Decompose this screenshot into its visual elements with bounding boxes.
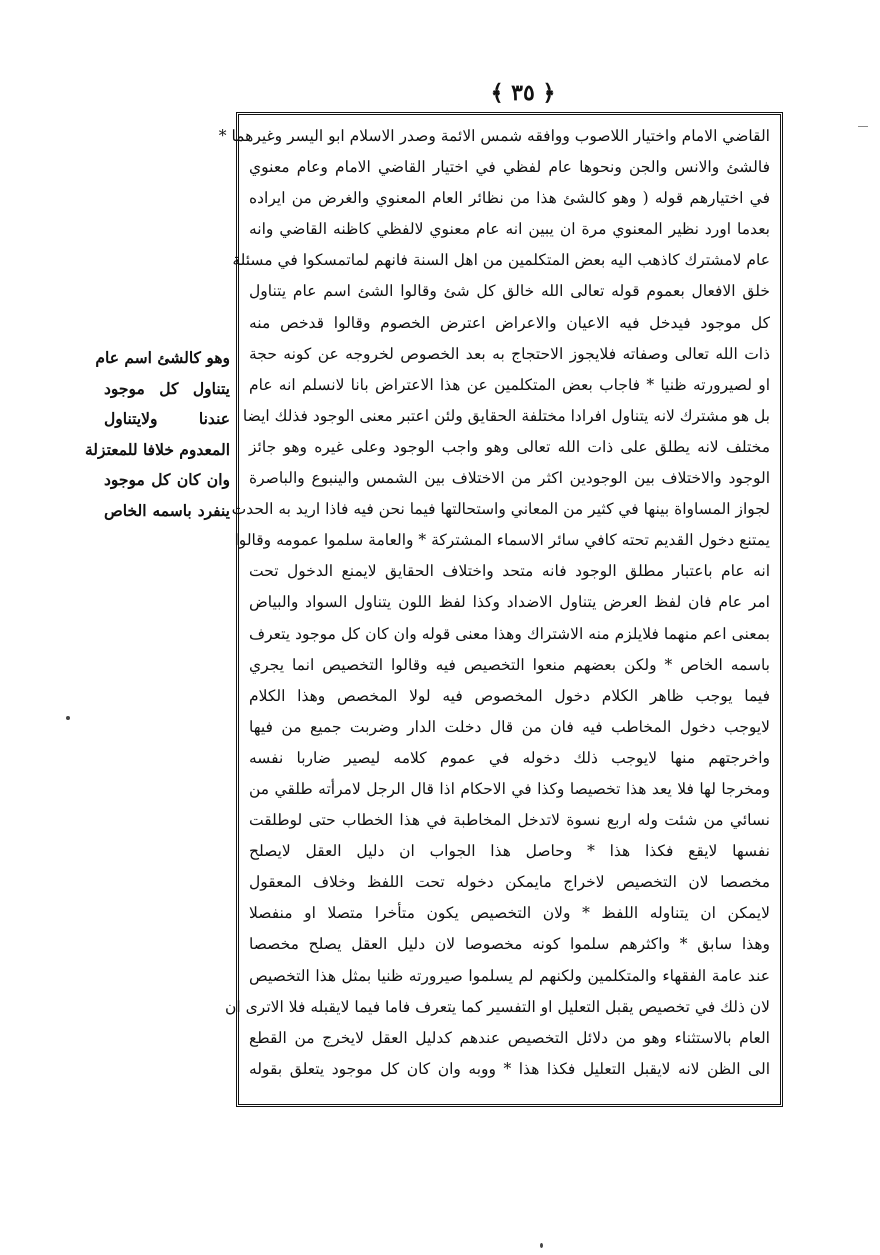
text-line: العام بالاستثناء وهو من دلائل التخصيص عندهم كدليل العقل لايخرج من القطع — [249, 1028, 770, 1047]
margin-note-line: وان كان كل موجود — [104, 470, 230, 489]
text-line: الوجود والاختلاف بين الوجودين اكثر من الاختلاف بين الشمس والينبوع والباصرة — [249, 469, 770, 488]
text-line: يمتنع دخول القديم تحته كافي سائر الاسماء المشتركة * والعامة سلموا عمومه وقالوا — [234, 531, 770, 550]
page-number: ﴿ ٣٥ ﴾ — [490, 80, 556, 106]
margin-note-line: ينفرد باسمه الخاص — [104, 500, 230, 520]
text-line: لجواز المساواة بينها في كثير من المعاني واستحالتها فيما نحن فيه فاذا اريد به الحدث — [231, 500, 770, 519]
ink-speck — [858, 126, 868, 127]
text-line: خلق الافعال بعموم قوله تعالى الله خالق كل شئ وقالوا الشئ اسم عام يتناول — [249, 282, 770, 301]
text-line: او لصيرورته ظنيا * فاجاب بعض المتكلمين عن هذا الاعتراض بانا لانسلم انه عام — [249, 375, 770, 394]
margin-note-line: وهو كالشئ اسم عام — [95, 348, 230, 367]
main-text-frame — [218, 112, 783, 1107]
text-line: لايوجب دخول المخاطب فيه فان من قال دخلت الدار وضربت جميع من فيها — [249, 717, 770, 736]
ink-speck — [540, 1243, 543, 1248]
text-line: باسمه الخاص * ولكن بعضهم منعوا التخصيص فيه وقالوا التخصيص انما يجري — [249, 655, 770, 674]
text-line: عند عامة الفقهاء والمتكلمين ولكنهم لم يسلموا صيرورته ظنيا بمثل هذا التخصيص — [249, 966, 770, 985]
text-line: القاضي الامام واختيار اللاصوب ووافقه شمس الائمة وصدر الاسلام ابو اليسر وغيرهما * — [218, 127, 770, 145]
text-line: عام لامشترك كاذهب اليه بعض المتكلمين من اهل السنة فانهم لماتمسكوا في مسئلة — [232, 251, 770, 270]
margin-note-line: المعدوم خلافا للمعتزلة — [85, 439, 230, 459]
text-line: فيما يوجب ظاهر الكلام دخول المخصوص فيه لولا المخصص وهذا الكلام — [249, 686, 770, 705]
text-line: ومخرجا لها فلا يعد هذا تخصيصا وكذا في الاحكام اذا قال الرجل لامرأته طلقي من — [249, 779, 770, 798]
margin-note-line: عندنا ولايتناول — [104, 409, 230, 428]
text-line: نسائي من شئت وله اربع نسوة لاتدخل المخاطبة في هذا الخطاب حتى لوطلقت — [249, 811, 770, 830]
text-line: بعدما اورد نظير المعنوي مرة ان يبين انه عام معنوي لالفظي كاظنه القاضي وانه — [249, 220, 770, 239]
text-line: بل هو مشترك لانه يتناول افرادا مختلفة الحقايق ولئن اعتبر معنى الوجود فذلك ايضا — [242, 406, 770, 425]
text-line: لان ذلك في تخصيص يقبل التعليل او التفسير كما يتعرف فاما فيما لايقبله فلا الاترى ان — [225, 997, 770, 1016]
margin-note — [85, 343, 230, 526]
text-line: فالشئ والانس والجن ونحوها عام لفظي في اختيار القاضي الامام وعام معنوي — [249, 158, 770, 177]
text-line: امر عام فان لفظ العرض يتناول الاضداد وكذا لفظ اللون يتناول السواد والبياض — [249, 593, 770, 612]
text-line: في اختيارهم قوله ( وهو كالشئ هذا من نظائر العام المعنوي والغرض من ايراده — [249, 189, 770, 208]
text-line: الى الظن لانه لايقبل التعليل فكذا هذا * ووبه وان كان كل موجود يتعلق بقوله — [249, 1059, 770, 1078]
text-line: لايمكن ان يتناوله اللفظ * ولان التخصيص يكون متأخرا متصلا او منفصلا — [249, 904, 770, 923]
ink-speck — [66, 716, 70, 720]
text-line: نفسها لايقع فكذا هذا * وحاصل هذا الجواب ان دليل العقل لايصلح — [249, 842, 770, 861]
text-line: انه عام باعتبار مطلق الوجود فانه متحد واختلاف الحقايق لايمنع الدخول تحت — [249, 562, 770, 581]
text-line: كل موجود فيدخل فيه الاعيان والاعراض اعترض الخصوم وقالوا قدخص منه — [249, 313, 770, 332]
text-line: ذات الله تعالى وصفاته فلايجوز الاحتجاج به بعد الخصوص لخروجه عن كونه حجة — [249, 344, 770, 363]
text-line: مختلف لانه يطلق على ذات الله تعالى وهو واجب الوجود وعلى غيره وهو جائز — [249, 437, 770, 456]
text-line: بمعنى اعم منهما فلايلزم منه الاشتراك وهذا معنى قوله وان كان كل موجود يتعرف — [249, 624, 770, 643]
text-line: وهذا سابق * واكثرهم سلموا كونه مخصوصا لان دليل العقل يصلح مخصصا — [249, 935, 770, 954]
text-line: واخرجتهم منها لايوجب ذلك دخوله في عموم كلامه ليصير ضاربا نفسه — [249, 748, 770, 767]
margin-note-line: يتناول كل موجود — [104, 378, 230, 398]
text-line: مخصصا لان التخصيص لاخراج مايمكن دخوله تحت اللفظ وخلاف المعقول — [249, 873, 770, 892]
